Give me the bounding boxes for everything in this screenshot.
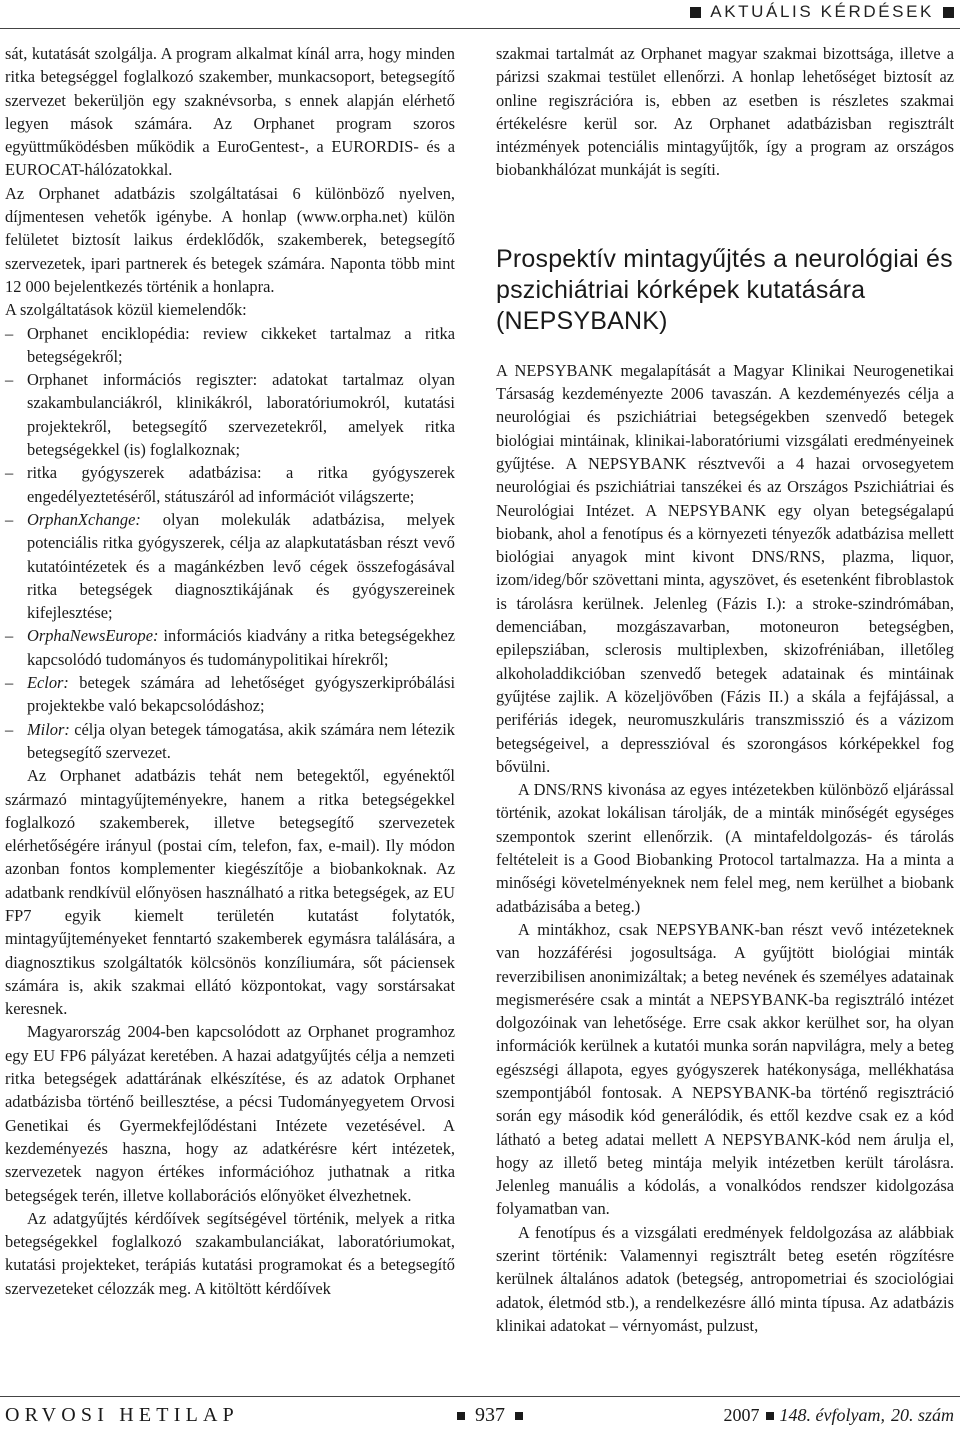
square-bullet-icon xyxy=(457,1412,465,1420)
page-number-block xyxy=(420,1404,560,1427)
header-rule xyxy=(0,28,960,29)
right-column xyxy=(496,42,954,1337)
footer-rule xyxy=(0,1396,960,1397)
paragraph: Az Orphanet adatbázis tehát nem betegektől, egyénektől származó mintagyűjteményekre, hanem a ritka betegségekkel foglalkozó szakemberek, illetve betegsegítő szervezetek elérhetőségére irányul (postai cím, telefon, fax, e-mail). Ily módon azonban fontos komplementer kiegészítője a biobankoknak. Az adatbank rendkívül előnyösen használható a ritka betegségek, az EU FP7 egyik kiemelt területén kutatást folytatók, mintagyűjteményeket fenntartó szakemberek egymásra találására, a diagnosztikus szolgáltatók kölcsönös konzíliumára, sőt páciensek számára is, akik szakmai ellátó központokat, vagy sorstársakat keresnek. xyxy=(5,766,455,1019)
issue-year: 2007 xyxy=(723,1405,760,1425)
square-bullet-icon xyxy=(690,7,701,18)
paragraph: A DNS/RNS kivonása az egyes intézetekben különböző eljárással történik, azokat lokálisan tárolják, de a minták minőségét egységes szempontok szerint ellenőrzik. (A mintafeldolgozás- és tárolás feltételeit is a Good Biobanking Protocol tartalmazza. Ha a minta a minőségi követelményeknek nem felel meg, nem kerülhet a biobank adatbázisába a beteg.) xyxy=(496,780,954,916)
journal-name: ORVOSI HETILAP xyxy=(5,1404,239,1426)
list-item: – Orphanet információs regiszter: adatokat tartalmaz olyan szakambulanciákról, klinikákról, laboratóriumokról, kutatási projektekről, betegsegítő szervezetekről, amelyek ritka betegségekkel (is) foglalkoznak; xyxy=(5,368,455,461)
list-item: – ritka gyógyszerek adatbázisa: a ritka gyógyszerek engedélyeztetéséről, státuszáról ad információt világszerte; xyxy=(5,461,455,508)
list-item: – Milor: célja olyan betegek támogatása, akik számára nem létezik betegsegítő szervezet. xyxy=(5,718,455,765)
list-item: – OrphanXchange: olyan molekulák adatbázisa, melyek potenciális ritka gyógyszerek, célja az alapkutatásban részt vevő kutatóintézetek és a magánkézben levő cégek összefogásával ritka betegségek diagnosztikájának és gyógyszereinek kifejlesztése; xyxy=(5,508,455,624)
list-item: – Eclor: betegek számára ad lehetőséget gyógyszerkipróbálási projektekbe való bekapcsolódáshoz; xyxy=(5,671,455,718)
list-item: – Orphanet enciklopédia: review cikkeket tartalmaz a ritka betegségekről; xyxy=(5,322,455,369)
paragraph: szakmai tartalmát az Orphanet magyar szakmai bizottsága, illetve a párizsi szakmai testület ellenőrzi. A honlap lehetőséget biztosít az online regiszrációra is, ebben az esetben is részletes szakmai értékelésre kerül sor. Az Orphanet adatbázisban regisztrált intézmények potenciális mintagyűjtők, így a program az országos biobankhálózat munkáját is segíti. xyxy=(496,44,954,180)
issue-number: 20. szám xyxy=(890,1405,954,1425)
square-bullet-icon xyxy=(515,1412,523,1420)
square-bullet-icon xyxy=(766,1412,774,1420)
paragraph: sát, kutatását szolgálja. A program alkalmat kínál arra, hogy minden ritka betegséggel foglalkozó szakember, munkacsoport, betegsegítő szervezet bekerüljön egy szaknévsorba, s ennek alapján elérhető legyen mások számára. Az Orphanet program szoros együttműködésben működik a EuroGentest-, a EURORDIS- és a EUROCAT-hálózatokkal. xyxy=(5,44,455,180)
left-column xyxy=(5,42,455,1300)
paragraph: Az adatgyűjtés kérdőívek segítségével történik, melyek a ritka betegségekkel foglalkozó szakambulanciákat, laboratóriumokat, kutatási projekteket, terápiás kutatási programokat és a betegsegítő szervezeteket célozzák meg. A kitöltött kérdőívek xyxy=(5,1208,455,1298)
paragraph: A szolgáltatások közül kiemelendők: xyxy=(5,300,247,320)
issue-volume: 148. évfolyam, xyxy=(779,1405,885,1425)
paragraph: A fenotípus és a vizsgálati eredmények feldolgozása az alábbiak szerint történik: Valamennyi regisztrált beteg esetén rögzítésre kerülnek általános adatok (betegség, antropometriai és szociológiai adatok, életmód stb.), a rendelkezésre álló minta típusa. Az adatbázis klinikai adatokat – vérnyomást, pulzust, xyxy=(496,1222,954,1335)
page-number: 937 xyxy=(475,1404,505,1426)
section-heading: Prospektív mintagyűjtés a neurológiai és pszichiátriai kórképek kutatására (NEPSYBANK) xyxy=(496,244,953,335)
section-title: AKTUÁLIS KÉRDÉSEK xyxy=(710,2,934,21)
paragraph: Az Orphanet adatbázis szolgáltatásai 6 különböző nyelven, díjmentesen vehetők igénybe. A honlap (www.orpha.net) külön felületet biztosít laikus érdeklődők, szakemberek, betegsegítő szervezetek, ipari partnerek és betegek számára. Naponta több mint 12 000 bejelentkezés történik a honlapra. xyxy=(5,183,455,296)
services-list xyxy=(5,322,455,765)
section-label xyxy=(690,2,954,22)
list-item: – OrphaNewsEurope: információs kiadvány a ritka betegségekhez kapcsolódó tudományos és tudománypolitikai hírekről; xyxy=(5,624,455,671)
paragraph: Magyarország 2004-ben kapcsolódott az Orphanet programhoz egy EU FP6 pályázat keretében. A hazai adatgyűjtés célja a nemzeti ritka betegségek adattárának elkészítése, és az adatok Orphanet adatbázisba történő beillesztése, a pécsi Tudományegyetem Orvosi Genetikai és Gyermekfejlődéstani Intézete vezetésével. A kezdeményezés haszna, hogy az adatkérésre kért intézetek, szervezetek nagyon értékes információhoz juthatnak a ritka betegségek terén, illetve kollaborációs előnyöket élvezhetnek. xyxy=(5,1022,455,1205)
square-bullet-icon xyxy=(943,7,954,18)
page-footer xyxy=(0,1404,960,1430)
page-header xyxy=(0,0,960,30)
paragraph: A NEPSYBANK megalapítását a Magyar Klinikai Neurogenetikai Társaság kezdeményezte 2006 tavaszán. A kezdeményezés célja a neurológiai és pszichiátriai betegségekben szenvedő betegek biológiai mintáinak, klinikai-laboratóriumi vizsgálati eredményeinek gyűjtése. A NEPSYBANK résztvevői a 4 hazai orvosegyetem neurológiai és pszichiátriai tanszékei és az Országos Pszichiátriai és Neurológiai Intézet. A NEPSYBANK egy olyan betegségalapú biobank, ahol a fenotípus és a környezeti tényezők adatbázisa mellett biológiai anyagok mint kivont DNS/RNS, plazma, liquor, izom/ideg/bőr szövettani minta, agyszövet, és esetenként fibroblastok is tárolásra kerülnek. Jelenleg (Fázis I.): a stroke-szindrómában, demenciában, mozgászavarban, motoneuron betegségben, epilepsziában, sclerosis multiplexben, skizofréniában, illetőleg alkoholaddikcióban szenvedő betegek adatainak és mintáinak gyűjtése zajlik. A közeljövőben (Fázis II.) a skála a fejfájással, a perifériás idegek, neuromuszkuláris transzmisszió és a vázizom betegségeivel, a depresszióval és szorongásos kórképekkel fog bővülni. xyxy=(496,360,954,776)
issue-info xyxy=(724,1405,954,1426)
paragraph: A mintákhoz, csak NEPSYBANK-ban részt vevő intézeteknek van hozzáférési jogosultsága. A gyűjtött biológiai minták reverzibilisen anonimizáltak; a beteg nevének és személyes adatainak megismerésére csak a mintát a NEPSYBANK-ba regisztráló intézet dolgozóinak van lehetősége. Erre csak akkor kerülhet sor, ha olyan információk kerülnek a kutatói munka során napvilágra, mely a beteg egészségi állapota, egyes gyógyszerek hatékonysága, mellékhatása szempontjából fontosak. A NEPSYBANK-ba történő regisztráció során egy második kód generálódik, és ettől kezdve csak ez a kód látható a beteg adatai mellett A NEPSYBANK-kód nem árulja el, hogy az illető beteg mintája melyik intézetben került tárolásra. Jelenleg manuális a kódolás, a vonalkódos rendszer kidolgozása folyamatban van. xyxy=(496,919,954,1219)
